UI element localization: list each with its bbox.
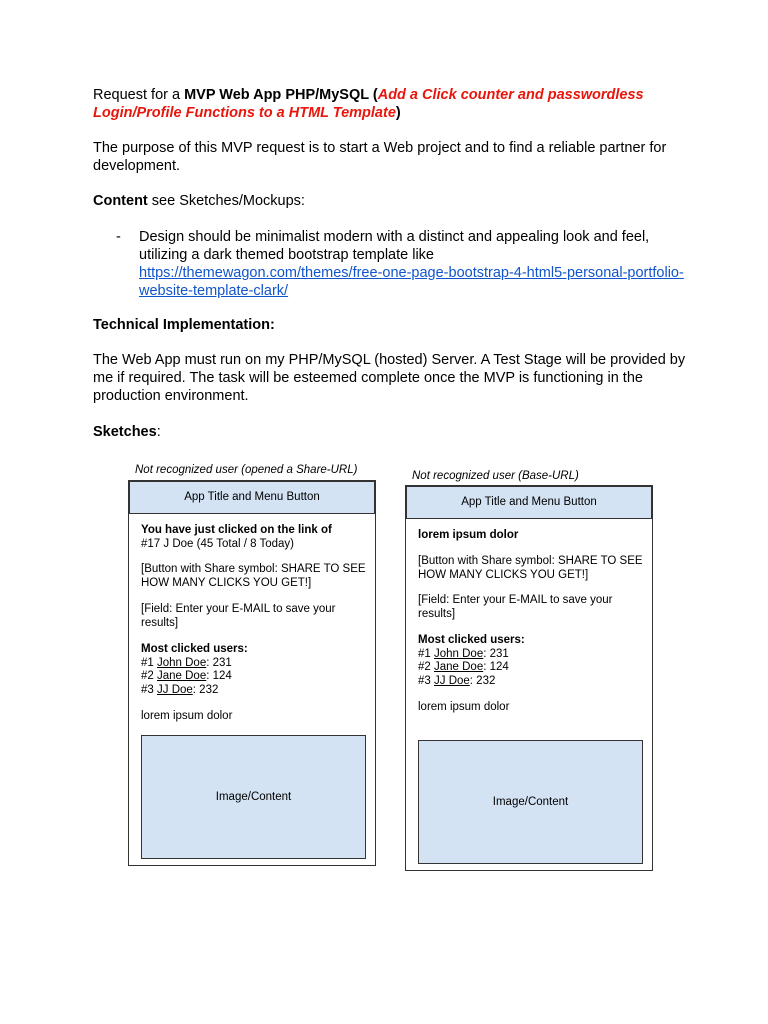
heading-paren-close: ) xyxy=(395,105,401,121)
template-link-line2: website-template-clark/ xyxy=(139,283,289,299)
user-name-link[interactable]: Jane Doe xyxy=(434,661,484,674)
sketch-left-share-button: [Button with Share symbol: SHARE TO SEE HOW MANY CLICKS YOU GET!] xyxy=(141,563,366,589)
bullet-text: Design should be minimalist modern with a distinct and appealing look and feel, utilizing a dark themed bootstrap template like xyxy=(139,229,650,263)
user-rank: #2 xyxy=(418,661,434,674)
user-name-link[interactable]: John Doe xyxy=(434,647,484,660)
user-rank: #1 xyxy=(141,656,157,669)
heading-prefix: Request for a xyxy=(93,87,185,103)
sketches-heading xyxy=(93,423,693,441)
sketch-left-user-row xyxy=(141,670,232,682)
user-count: : 231 xyxy=(206,656,232,669)
sketch-left-clicked-detail: #17 J Doe (45 Total / 8 Today) xyxy=(141,537,295,550)
sketch-right-user-row xyxy=(418,648,509,660)
sketches-colon: : xyxy=(156,424,161,440)
user-count: : 231 xyxy=(483,647,509,660)
user-rank: #2 xyxy=(141,670,157,683)
tech-heading xyxy=(93,316,693,334)
bullet-item xyxy=(139,228,699,300)
sketch-left-email-field: [Field: Enter your E-MAIL to save your results] xyxy=(141,603,336,629)
sketch-left-image-placeholder xyxy=(141,735,366,859)
sketch-right-phone xyxy=(405,485,653,871)
sketch-left-phone xyxy=(128,480,376,866)
sketch-left-title-bar: App Title and Menu Button xyxy=(129,481,375,514)
user-count: : 124 xyxy=(483,661,509,674)
sketch-left-most-clicked-heading: Most clicked users: xyxy=(141,643,248,655)
user-count: : 232 xyxy=(469,674,496,687)
sketch-right-title-bar: App Title and Menu Button xyxy=(406,486,652,519)
sketch-left-image-label: Image/Content xyxy=(215,791,292,803)
user-name-link[interactable]: JJ Doe xyxy=(157,683,193,696)
sketch-right-most-clicked-heading: Most clicked users: xyxy=(418,634,525,646)
user-name-link[interactable]: Jane Doe xyxy=(157,670,207,683)
user-count: : 232 xyxy=(192,683,219,696)
user-rank: #3 xyxy=(141,683,157,696)
request-heading xyxy=(93,86,693,122)
tech-paragraph: The Web App must run on my PHP/MySQL (hosted) Server. A Test Stage will be provided by me if required. The task will be esteemed complete once the MVP is functioning in the production environment. xyxy=(93,352,686,404)
sketch-left-clicked-bold: You have just clicked on the link of xyxy=(141,524,332,536)
user-rank: #3 xyxy=(418,674,434,687)
user-name-link[interactable]: John Doe xyxy=(157,656,207,669)
tech-heading-text: Technical Implementation: xyxy=(93,317,275,333)
sketch-right-email-field: [Field: Enter your E-MAIL to save your results] xyxy=(418,594,613,620)
sketch-left-most-clicked xyxy=(141,643,367,697)
sketch-left-lorem: lorem ipsum dolor xyxy=(141,710,233,722)
sketch-right-lorem-heading xyxy=(418,529,644,543)
content-rest: see Sketches/Mockups: xyxy=(147,193,305,209)
user-count: : 124 xyxy=(206,670,232,683)
sketch-left-clicked-text xyxy=(141,524,367,551)
sketch-right-caption: Not recognized user (Base-URL) xyxy=(412,470,579,482)
sketch-right-lorem: lorem ipsum dolor xyxy=(418,701,510,713)
content-heading: Content xyxy=(93,193,148,209)
sketch-right-lorem-bold: lorem ipsum dolor xyxy=(418,529,519,541)
template-link-line1: https://themewagon.com/themes/free-one-page-bootstrap-4-html5-personal-portfolio- xyxy=(139,265,684,281)
sketch-left-user-row xyxy=(141,657,232,669)
template-link[interactable] xyxy=(139,265,684,299)
sketch-right-user-row xyxy=(418,661,509,673)
user-name-link[interactable]: JJ Doe xyxy=(434,674,470,687)
sketch-left-user-row xyxy=(141,684,218,696)
heading-red-line1: Add a Click counter and passwordless xyxy=(377,87,644,103)
sketches-heading-text: Sketches xyxy=(93,424,157,440)
heading-red-line2: Login/Profile Functions to a HTML Template xyxy=(93,105,396,121)
sketch-right-image-label: Image/Content xyxy=(492,796,569,808)
heading-bold-title: MVP Web App PHP/MySQL xyxy=(184,87,369,103)
sketch-right-user-row xyxy=(418,675,495,687)
sketch-left-caption: Not recognized user (opened a Share-URL) xyxy=(135,464,358,476)
sketch-right-most-clicked xyxy=(418,634,644,688)
user-rank: #1 xyxy=(418,647,434,660)
sketch-right-share-button: [Button with Share symbol: SHARE TO SEE HOW MANY CLICKS YOU GET!] xyxy=(418,555,643,581)
heading-paren-open: ( xyxy=(368,87,378,103)
content-line xyxy=(93,192,693,210)
sketch-right-image-placeholder xyxy=(418,740,643,864)
purpose-paragraph: The purpose of this MVP request is to start a Web project and to find a reliable partner for development. xyxy=(93,140,667,174)
bullet-marker: - xyxy=(116,229,121,245)
